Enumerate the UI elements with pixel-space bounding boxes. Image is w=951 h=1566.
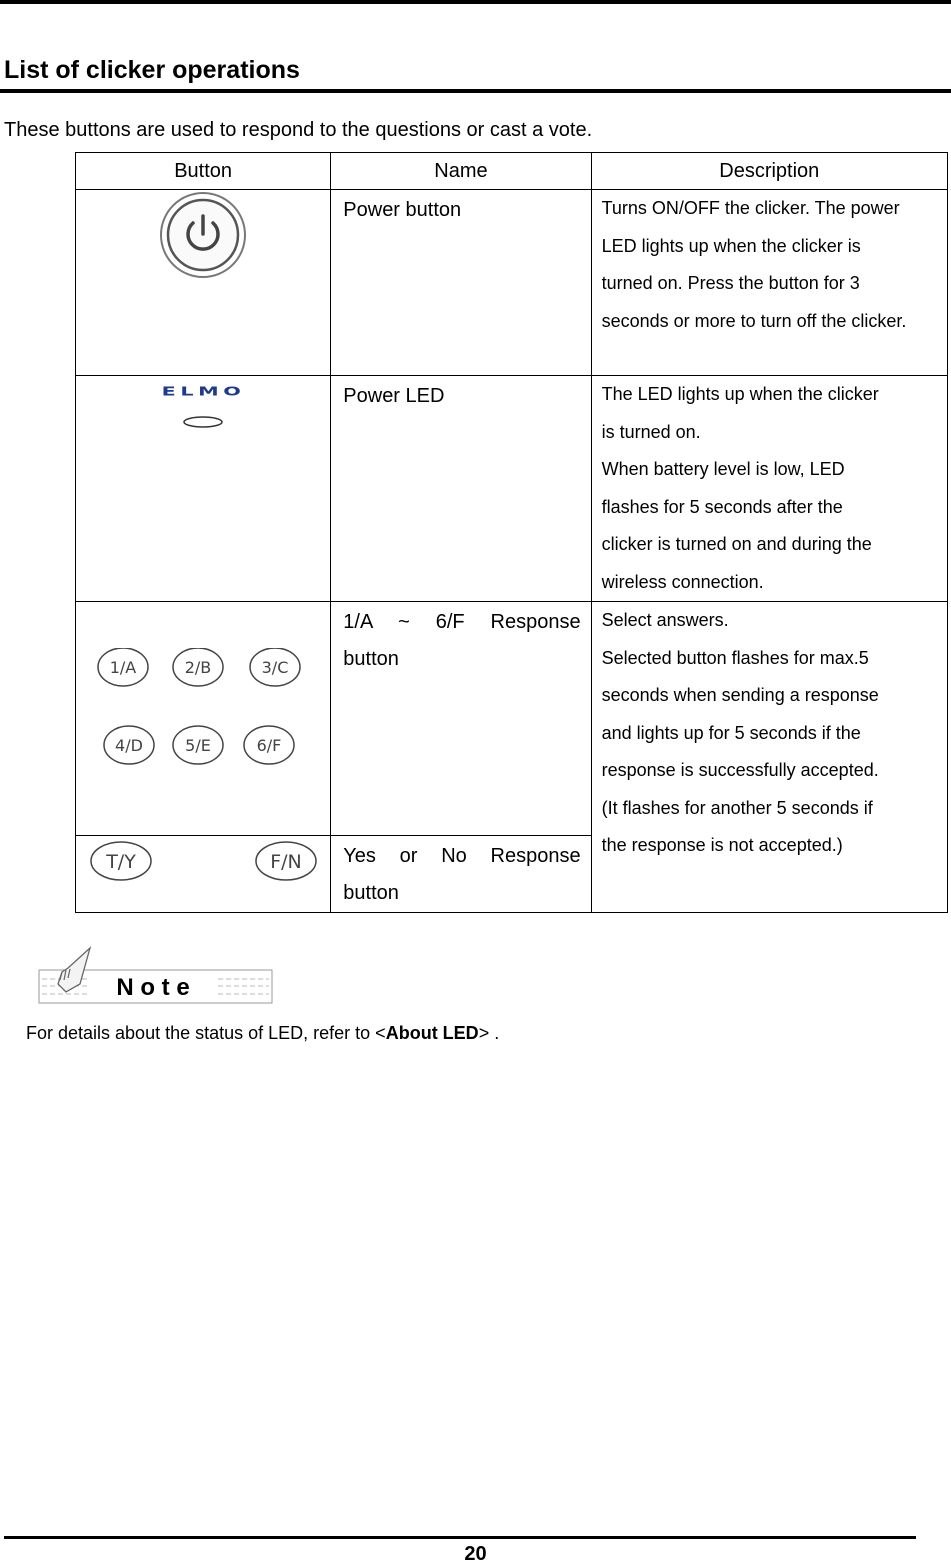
description-line: Select answers. [601,610,729,630]
description-line: clicker is turned on and during the [601,534,872,554]
operations-table [75,152,948,913]
bottom-rule [4,1536,916,1539]
response-button-6f [244,726,294,764]
section-title: List of clicker operations [4,56,300,84]
description-line: The LED lights up when the clicker [601,384,879,404]
svg-text:ELMO: ELMO [161,384,246,400]
table-header-row [76,153,948,190]
note-text-suffix: > . [478,1023,500,1043]
description-line: the response is not accepted.) [601,835,843,855]
row-name: 1/A ~ 6/F Response button [331,602,591,836]
response-button-2b [173,648,223,686]
svg-text:2/B: 2/B [184,658,212,677]
description-line: wireless connection. [601,571,764,592]
title-rule [0,89,951,93]
row-description [591,602,947,913]
header-button: Button [76,153,331,190]
description-line: (It flashes for another 5 seconds if [601,797,873,818]
response-button-3c [250,648,300,686]
svg-text:F/N: F/N [270,851,302,873]
svg-text:1/A: 1/A [109,658,137,677]
yes-no-buttons-illustration [88,836,318,886]
table-row [76,602,948,836]
svg-text:T/Y: T/Y [106,851,136,873]
power-icon [158,190,248,280]
note-badge [38,944,278,1004]
description-line: LED lights up when the clicker is [601,235,861,256]
page-number: 20 [464,1543,487,1565]
intro-text: These buttons are used to respond to the questions or cast a vote. [4,119,593,141]
description-line: seconds when sending a response [601,685,879,705]
response-button-ty [91,842,151,880]
description-line: and lights up for 5 seconds if the [601,722,861,743]
note-text-prefix: For details about the status of LED, refer to < [26,1023,386,1043]
header-description: Description [591,153,947,190]
svg-text:4/D: 4/D [115,736,144,755]
row-description [591,190,947,376]
description-line: response is successfully accepted. [601,760,879,780]
description-line: flashes for 5 seconds after the [601,496,843,517]
note-text [26,1023,499,1044]
table-row [76,190,948,376]
description-line: When battery level is low, LED [601,459,845,479]
header-name: Name [331,153,591,190]
description-line: Selected button flashes for max.5 [601,647,869,668]
power-led-image [76,376,331,602]
description-line: is turned on. [601,421,701,442]
led-indicator [184,417,222,427]
elmo-logo-led-illustration [138,376,268,436]
note-label [38,966,272,1002]
note-title: N o t e [116,974,190,1001]
table-row [76,376,948,602]
description-line: turned on. Press the button for 3 [601,273,860,293]
response-button-1a [98,648,148,686]
power-button-image [76,190,331,376]
response-buttons-illustration [93,648,313,778]
about-led-link: About LED [385,1023,479,1043]
response-buttons-image [76,602,331,836]
description-line: seconds or more to turn off the clicker. [601,310,907,331]
response-button-5e [173,726,223,764]
yes-no-buttons-image [76,836,331,913]
description-line: Turns ON/OFF the clicker. The power [601,198,900,218]
svg-text:5/E: 5/E [185,736,211,755]
svg-text:6/F: 6/F [256,736,282,755]
top-rule [0,0,951,4]
response-button-4d [104,726,154,764]
svg-text:3/C: 3/C [261,658,289,677]
row-name: Yes or No Response button [331,836,591,913]
row-description [591,376,947,602]
row-name: Power LED [331,376,591,602]
response-button-fn [256,842,316,880]
row-name: Power button [331,190,591,376]
